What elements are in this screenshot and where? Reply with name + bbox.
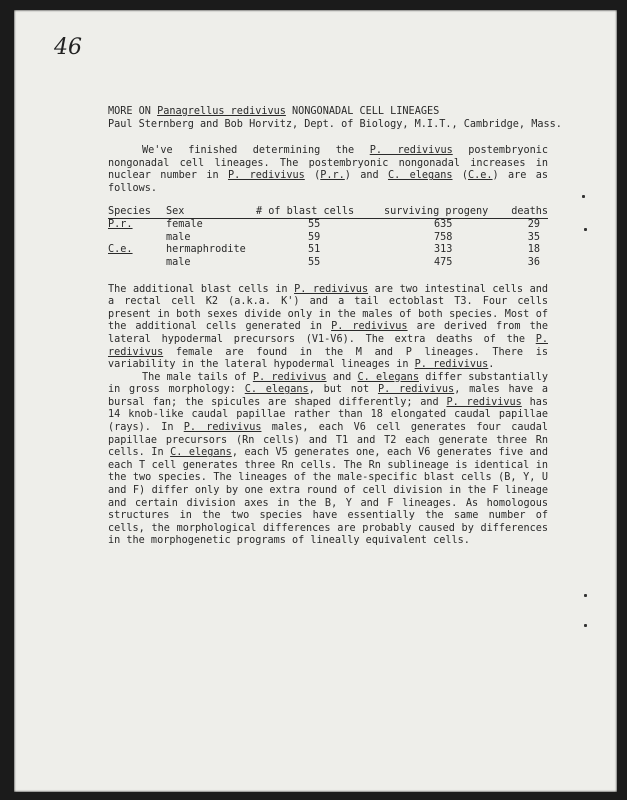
intro-paragraph: We've finished determining the P. redivivus postembryonic nongonadal cell lineages. The postembryonic nongonadal increases in nuclear number in P. redivivus (P.r.) and C. elegans (C.e.) are as follows.	[108, 145, 548, 194]
document-body	[108, 106, 562, 548]
cell-deaths: 18	[527, 244, 540, 256]
cell-blast: 59	[308, 231, 321, 243]
margin-mark	[584, 624, 587, 627]
margin-mark	[584, 228, 587, 231]
table-row	[108, 219, 548, 232]
cell-sex: male	[166, 256, 191, 268]
cell-sex: hermaphrodite	[166, 244, 246, 256]
document-title	[108, 106, 548, 119]
cell-sex: male	[166, 231, 191, 243]
paragraph-male-tails: The male tails of P. redivivus and C. elegans differ substantially in gross morphology: C. elegans, but not P. redivivus, males have a bursal fan; the spicules are shaped differently; and P. redivivus has 14 knob-like caudal papillae rather than 18 elongated caudal papillae (rays). In P. redivivus males, each V6 cell generates four caudal papillae precursors (Rn cells) and T1 and T2 each generate three Rn cells. In C. elegans, each V5 generates one, each V6 generates five and each T cell generates three Rn cells. The Rn sublineage is identical in the two species. The lineages of the male-specific blast cells (B, Y, U and F) differ only by one extra round of cell division in the F lineage and certain division axes in the B, Y and F lineages. As homologous structures in the two species have essentially the same number of cells, the morphological differences are probably caused by differences in the morphogenetic programs of lineally equivalent cells.	[108, 371, 548, 547]
header-species: Species	[108, 206, 166, 219]
lineage-table	[108, 206, 548, 270]
cell-sex: female	[166, 219, 203, 231]
table-header-row	[108, 206, 548, 219]
cell-species: P.r.	[108, 219, 133, 231]
header-blast-cells: # of blast cells	[256, 206, 384, 219]
paragraph-blast-cells: The additional blast cells in P. redivivus are two intestinal cells and a rectal cell K2 (a.k.a. K') and a tail ectoblast T3. Four cells present in both sexes divide only in the males of both species. Most of the additional cells generated in P. redivivus are derived from the lateral hypodermal precursors (V1-V6). The extra deaths of the P. redivivus female are found in the M and P lineages. There is variability in the lateral hypodermal lineages in P. redivivus.	[108, 283, 548, 371]
cell-species: C.e.	[108, 244, 133, 256]
handwritten-page-number: 46	[54, 35, 82, 60]
cell-deaths: 35	[527, 231, 540, 243]
margin-mark	[582, 195, 585, 198]
title-species: Panagrellus redivivus	[157, 106, 286, 117]
cell-surviving: 758	[434, 231, 453, 243]
cell-blast: 51	[308, 244, 321, 256]
cell-blast: 55	[308, 256, 321, 268]
margin-mark	[584, 594, 587, 597]
cell-surviving: 635	[434, 219, 453, 231]
table-row	[108, 257, 548, 270]
cell-surviving: 313	[434, 244, 453, 256]
header-surviving-progeny: surviving progeny	[384, 206, 494, 219]
header-sex: Sex	[166, 206, 256, 219]
cell-blast: 55	[308, 219, 321, 231]
document-page	[14, 10, 617, 792]
cell-deaths: 29	[527, 219, 540, 231]
title-text: MORE ON	[108, 106, 158, 117]
title-text-end: NONGONADAL CELL LINEAGES	[285, 106, 440, 117]
table-row	[108, 244, 548, 257]
authors-line: Paul Sternberg and Bob Horvitz, Dept. of Biology, M.I.T., Cambridge, Mass.	[108, 118, 562, 130]
table-row	[108, 232, 548, 245]
header-deaths: deaths	[494, 206, 548, 219]
cell-surviving: 475	[434, 256, 453, 268]
cell-deaths: 36	[527, 256, 540, 268]
